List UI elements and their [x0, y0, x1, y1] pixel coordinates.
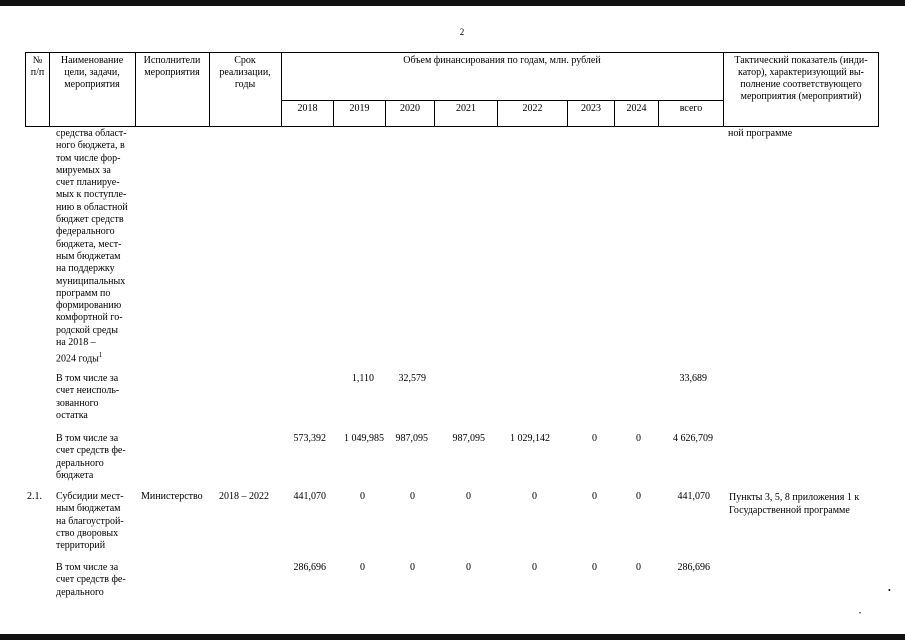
column-header-name: Наименование цели, задачи, мероприятия: [60, 55, 124, 90]
executor-cell: Министерство: [141, 491, 203, 502]
text-line: Пункты 3, 5, 8 приложения 1 к: [729, 492, 860, 503]
column-header-executors: Исполнители мероприятия: [143, 55, 201, 78]
text-line: программ по: [56, 287, 111, 299]
text-line: счет средств фе-: [56, 574, 126, 586]
value-cell: 1,110: [351, 373, 374, 384]
year-header: 2022: [522, 103, 543, 114]
text-line: родской среды: [56, 324, 118, 336]
text-line: ного бюджета, в: [56, 140, 125, 152]
indicator-cell: ной программе: [728, 128, 793, 139]
value-cell: 0: [636, 562, 641, 573]
value-cell: 33,689: [679, 373, 707, 384]
footnote-marker: 1: [98, 351, 103, 360]
value-cell: 286,696: [293, 562, 326, 573]
table-row-name-cell: [56, 373, 138, 422]
value-cell: 441,070: [293, 491, 326, 502]
text-line: остатка: [56, 409, 88, 421]
text-line: Субсидии мест-: [56, 491, 124, 502]
text-line: дерального: [56, 457, 104, 469]
scan-speck: •: [859, 611, 862, 617]
text-line: [56, 349, 138, 366]
value-cell: 1 029,142: [510, 433, 550, 444]
value-cell: 0: [532, 491, 537, 502]
value-cell: 0: [592, 433, 597, 444]
table-row-name-cell: [56, 491, 138, 552]
table-row-name-cell: [56, 562, 138, 599]
text-line: бюджета: [56, 469, 94, 481]
value-cell: 0: [466, 562, 471, 573]
text-line: муниципальных: [56, 275, 126, 287]
text-line: ство дворовых: [56, 527, 119, 539]
year-header: 2024: [626, 103, 647, 114]
text-line-end: 2024 годы: [56, 353, 99, 365]
value-cell: 1 049,985: [344, 433, 384, 444]
value-cell: 0: [466, 491, 471, 502]
grid-line: [25, 52, 879, 53]
text-line: В том числе за: [56, 373, 119, 384]
text-line: том числе фор-: [56, 152, 121, 164]
text-line: дерального: [56, 586, 104, 598]
value-cell: 0: [360, 562, 365, 573]
text-line: Государственной программе: [729, 505, 850, 516]
value-cell: 0: [592, 491, 597, 502]
value-cell: 32,579: [398, 373, 426, 384]
grid-line: [723, 52, 724, 127]
grid-line: [25, 126, 879, 127]
value-cell: 4 626,709: [673, 433, 713, 444]
scan-top-border: [0, 0, 905, 6]
value-cell: 0: [592, 562, 597, 573]
term-cell: 2018 – 2022: [219, 491, 269, 502]
year-header: 2023: [581, 103, 601, 114]
text-line: на 2018 –: [56, 337, 96, 349]
text-line: формированию: [56, 300, 122, 312]
value-cell: 0: [410, 491, 415, 502]
row-number-cell: 2.1.: [27, 491, 42, 502]
text-line: ным бюджетам: [56, 503, 121, 515]
text-line: мых к поступле-: [56, 189, 127, 201]
text-line: средства област-: [56, 128, 127, 139]
text-line: на поддержку: [56, 263, 115, 275]
value-cell: 987,095: [452, 433, 485, 444]
value-cell: 987,095: [395, 433, 428, 444]
value-cell: 441,070: [677, 491, 710, 502]
column-header-funding: Объем финансирования по годам, млн. рублей: [403, 55, 601, 66]
value-cell: 0: [636, 491, 641, 502]
grid-line: [878, 52, 879, 127]
column-header-indicator: Тактический показатель (инди- катор), характеризующий вы- полнение соответствующего мероприятия (мероприятий): [734, 55, 868, 102]
value-cell: 0: [410, 562, 415, 573]
text-line: мируемых за: [56, 164, 111, 176]
text-line: счет планируе-: [56, 177, 120, 189]
table-row-name-cell: [56, 128, 138, 366]
value-cell: 573,392: [293, 433, 326, 444]
text-line: нию в областной: [56, 201, 128, 213]
text-line: счет средств фе-: [56, 445, 126, 457]
text-line: В том числе за: [56, 562, 119, 573]
text-line: бюджет средств: [56, 214, 124, 226]
value-cell: 0: [532, 562, 537, 573]
text-line: бюджета, мест-: [56, 238, 122, 250]
value-cell: 0: [360, 491, 365, 502]
scan-bottom-border: [0, 634, 905, 640]
page-number: 2: [459, 27, 465, 37]
text-line: счет неисполь-: [56, 385, 120, 397]
text-line: В том числе за: [56, 433, 119, 444]
column-header-term: Срок реализации, годы: [219, 55, 271, 90]
year-header: 2018: [297, 103, 318, 114]
text-line: ным бюджетам: [56, 250, 121, 262]
text-line: территорий: [56, 540, 106, 552]
year-header: 2019: [349, 103, 370, 114]
scan-speck: •: [888, 586, 891, 595]
year-header: всего: [679, 103, 703, 114]
table-row-name-cell: [56, 433, 138, 482]
column-header-number: № п/п: [30, 55, 45, 78]
year-header: 2021: [456, 103, 476, 114]
text-line: на благоустрой-: [56, 515, 124, 527]
value-cell: 0: [636, 433, 641, 444]
text-line: зованного: [56, 397, 99, 409]
year-header: 2020: [400, 103, 420, 114]
value-cell: 286,696: [677, 562, 710, 573]
indicator-cell: [729, 491, 879, 517]
text-line: комфортной го-: [56, 312, 123, 324]
grid-line: [25, 52, 26, 127]
text-line: федерального: [56, 226, 115, 238]
grid-line: [281, 100, 723, 101]
